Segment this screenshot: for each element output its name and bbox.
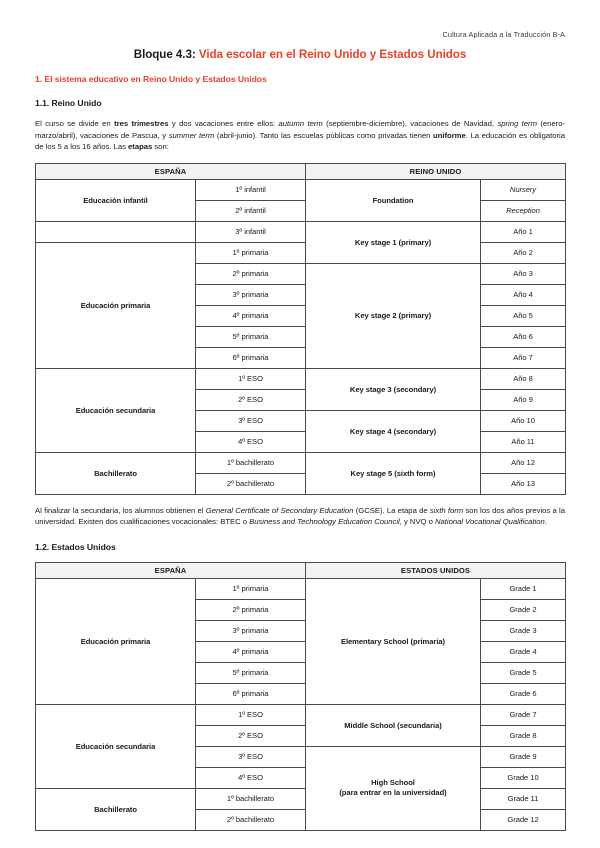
foreign-stage-cell: Key stage 4 (secondary) xyxy=(306,410,481,452)
paragraph-uk-intro xyxy=(35,118,565,153)
foreign-year-cell: Año 13 xyxy=(481,473,566,494)
spain-grade-cell: 5º primaria xyxy=(196,662,306,683)
table-row xyxy=(36,452,566,473)
foreign-stage-cell: Middle School (secundaria) xyxy=(306,704,481,746)
table-row xyxy=(36,368,566,389)
page-title xyxy=(35,48,565,61)
foreign-year-cell: Grade 4 xyxy=(481,641,566,662)
foreign-stage-cell: Key stage 3 (secondary) xyxy=(306,368,481,410)
text-run: son los dos años previos a la universidad. Existen dos cualificaciones vocacionales: BTEC o xyxy=(35,505,565,527)
foreign-year-cell: Año 3 xyxy=(481,263,566,284)
running-head: Cultura Aplicada a la Traducción B-A xyxy=(442,30,565,39)
table-us-header-row xyxy=(36,562,566,578)
text-run: sixth form xyxy=(429,505,464,515)
table-spain-uk-equivalence xyxy=(35,163,566,495)
table-uk-header-spain: ESPAÑA xyxy=(36,163,306,179)
foreign-stage-cell: High School (para entrar en la universidad) xyxy=(306,746,481,830)
subsection-heading-1-1: 1.1. Reino Unido xyxy=(35,98,102,108)
text-run: etapas xyxy=(128,142,153,152)
spain-stage-cell: Educación primaria xyxy=(36,242,196,368)
text-run: autumn term xyxy=(278,119,323,128)
foreign-stage-cell: Key stage 2 (primary) xyxy=(306,263,481,368)
table-row xyxy=(36,788,566,809)
spain-grade-cell: 1º ESO xyxy=(196,368,306,389)
foreign-year-cell: Grade 1 xyxy=(481,578,566,599)
foreign-year-cell: Grade 5 xyxy=(481,662,566,683)
table-uk-header-row xyxy=(36,163,566,179)
spain-grade-cell: 4º primaria xyxy=(196,641,306,662)
table-uk-header-uk: REINO UNIDO xyxy=(306,163,566,179)
foreign-year-cell: Grade 12 xyxy=(481,809,566,830)
table-row xyxy=(36,179,566,200)
table-us-header-spain: ESPAÑA xyxy=(36,562,306,578)
table-row xyxy=(36,704,566,725)
table-uk-body xyxy=(36,179,566,494)
paragraph-uk-closing xyxy=(35,505,565,528)
spain-grade-cell: 4º primaria xyxy=(196,305,306,326)
spain-grade-cell: 1º ESO xyxy=(196,704,306,725)
spain-grade-cell: 6º primaria xyxy=(196,683,306,704)
text-run: Business and Technology Education Council xyxy=(249,517,400,527)
text-run: summer term xyxy=(168,130,215,140)
spain-grade-cell: 2º primaria xyxy=(196,599,306,620)
foreign-year-cell: Grade 11 xyxy=(481,788,566,809)
text-run: , y NVQ o xyxy=(399,517,436,527)
spain-stage-cell: Educación infantil xyxy=(36,179,196,221)
foreign-year-cell: Grade 3 xyxy=(481,620,566,641)
foreign-year-cell: Año 8 xyxy=(481,368,566,389)
text-run: . La educación es obligatoria de los 5 a los 16 años. Las xyxy=(35,130,565,152)
spain-stage-cell: Bachillerato xyxy=(36,452,196,494)
spain-grade-cell: 2º bachillerato xyxy=(196,809,306,830)
spain-grade-cell: 2º infantil xyxy=(196,200,306,221)
spain-grade-cell: 5º primaria xyxy=(196,326,306,347)
text-run: (enero-marzo/abril), vacaciones de Pascua, y xyxy=(35,119,565,140)
text-run: . xyxy=(544,517,547,527)
table-row xyxy=(36,242,566,263)
table-row xyxy=(36,578,566,599)
spain-grade-cell: 1º bachillerato xyxy=(196,788,306,809)
spain-grade-cell: 4º ESO xyxy=(196,767,306,788)
text-run: tres trimestres xyxy=(114,119,169,128)
table-spain-us-equivalence xyxy=(35,562,566,831)
table-uk-head xyxy=(36,163,566,179)
page-title-highlight: Vida escolar en el Reino Unido y Estados Unidos xyxy=(198,48,467,61)
spain-grade-cell: 1º primaria xyxy=(196,578,306,599)
spain-stage-cell: Educación primaria xyxy=(36,578,196,704)
table-us-head xyxy=(36,562,566,578)
subsection-heading-1-2: 1.2. Estados Unidos xyxy=(35,541,116,552)
foreign-stage-cell: Key stage 5 (sixth form) xyxy=(306,452,481,494)
spain-grade-cell: 6º primaria xyxy=(196,347,306,368)
text-run: uniforme xyxy=(433,130,466,140)
section-heading-1: 1. El sistema educativo en Reino Unido y Estados Unidos xyxy=(35,74,267,84)
foreign-year-cell: Grade 7 xyxy=(481,704,566,725)
spain-grade-cell: 3º ESO xyxy=(196,746,306,767)
spain-grade-cell: 3º infantil xyxy=(196,221,306,242)
foreign-year-cell: Año 2 xyxy=(481,242,566,263)
foreign-year-cell: Año 7 xyxy=(481,347,566,368)
page-title-prefix: Bloque 4.3: xyxy=(133,48,196,61)
text-run: National Vocational Qualification xyxy=(435,517,545,527)
foreign-year-cell: Nursery xyxy=(481,179,566,200)
foreign-stage-cell: Foundation xyxy=(306,179,481,221)
table-row xyxy=(36,221,566,242)
spain-stage-cell: Bachillerato xyxy=(36,788,196,830)
spain-grade-cell: 4º ESO xyxy=(196,431,306,452)
foreign-year-cell: Año 4 xyxy=(481,284,566,305)
foreign-year-cell: Año 5 xyxy=(481,305,566,326)
spain-grade-cell: 2º ESO xyxy=(196,725,306,746)
spain-grade-cell: 2º primaria xyxy=(196,263,306,284)
text-run: (abril-junio). Tanto las escuelas públicas como privadas tienen xyxy=(214,130,434,140)
foreign-year-cell: Año 6 xyxy=(481,326,566,347)
foreign-year-cell: Año 10 xyxy=(481,410,566,431)
spain-grade-cell: 3º primaria xyxy=(196,620,306,641)
spain-stage-cell xyxy=(36,221,196,242)
spain-grade-cell: 3º primaria xyxy=(196,284,306,305)
spain-stage-cell: Educación secundaria xyxy=(36,704,196,788)
foreign-year-cell: Grade 6 xyxy=(481,683,566,704)
text-run: y dos vacaciones entre ellos: xyxy=(168,119,279,128)
foreign-year-cell: Grade 8 xyxy=(481,725,566,746)
foreign-stage-cell: Key stage 1 (primary) xyxy=(306,221,481,263)
foreign-year-cell: Año 12 xyxy=(481,452,566,473)
text-run: (septiembre-diciembre), vacaciones de Navidad, xyxy=(322,119,498,128)
text-run: El curso se divide en xyxy=(35,119,115,128)
foreign-year-cell: Año 9 xyxy=(481,389,566,410)
text-run: Al finalizar la secundaria, los alumnos obtienen el xyxy=(35,505,206,515)
table-us-body xyxy=(36,578,566,830)
text-run: son: xyxy=(152,142,169,152)
spain-grade-cell: 1º infantil xyxy=(196,179,306,200)
text-run: (GCSE). La etapa de xyxy=(353,505,430,515)
spain-stage-cell: Educación secundaria xyxy=(36,368,196,452)
text-run: spring term xyxy=(497,119,537,128)
foreign-year-cell: Año 11 xyxy=(481,431,566,452)
foreign-stage-cell: Elementary School (primaria) xyxy=(306,578,481,704)
spain-grade-cell: 2º ESO xyxy=(196,389,306,410)
spain-grade-cell: 1º bachillerato xyxy=(196,452,306,473)
text-run: General Certificate of Secondary Education xyxy=(205,505,354,515)
spain-grade-cell: 1º primaria xyxy=(196,242,306,263)
foreign-year-cell: Año 1 xyxy=(481,221,566,242)
foreign-year-cell: Grade 2 xyxy=(481,599,566,620)
spain-grade-cell: 2º bachillerato xyxy=(196,473,306,494)
foreign-year-cell: Reception xyxy=(481,200,566,221)
foreign-year-cell: Grade 10 xyxy=(481,767,566,788)
spain-grade-cell: 3º ESO xyxy=(196,410,306,431)
table-us-header-us: ESTADOS UNIDOS xyxy=(306,562,566,578)
foreign-year-cell: Grade 9 xyxy=(481,746,566,767)
